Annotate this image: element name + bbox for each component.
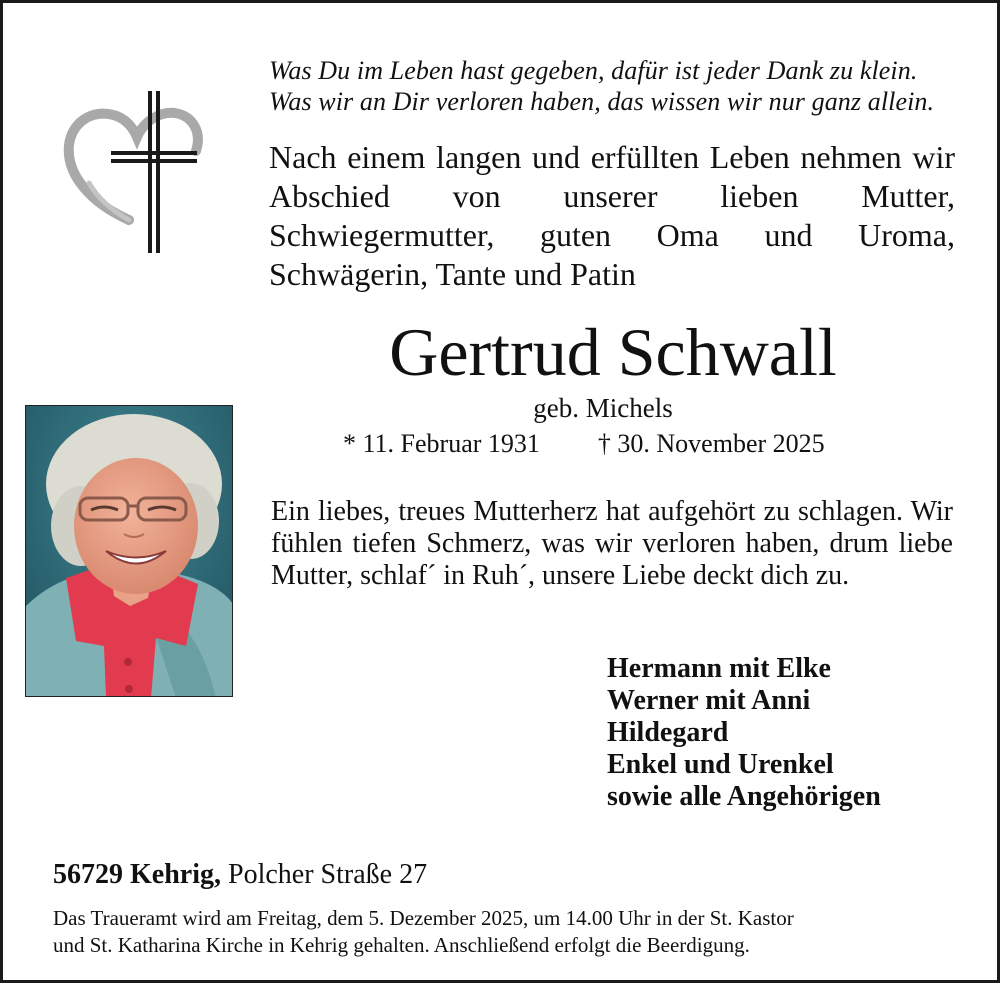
address <box>53 858 653 892</box>
family-member: Enkel und Urenkel <box>607 749 834 780</box>
family-member: sowie alle Angehörigen <box>607 781 881 812</box>
death-date: † 30. November 2025 <box>597 429 825 458</box>
poem-text: Ein liebes, treues Mutterherz hat aufgehört zu schlagen. Wir fühlen tiefen Schmerz, was wir verloren haben, drum liebe Mutter, schlaf´ in Ruh´, unsere Liebe deckt dich zu. <box>271 496 953 591</box>
motto-line-2: Was wir an Dir verloren haben, das wissen wir nur ganz allein. <box>269 87 935 116</box>
maiden-name: geb. Michels <box>533 393 673 423</box>
family-member: Werner mit Anni <box>607 685 811 716</box>
motto-line-1: Was Du im Leben hast gegeben, dafür ist jeder Dank zu klein. <box>269 56 918 85</box>
address-place: 56729 Kehrig, <box>53 859 221 890</box>
birth-date: * 11. Februar 1931 <box>343 429 540 458</box>
heart-cross-icon <box>61 85 206 260</box>
deceased-name: Gertrud Schwall <box>389 314 837 390</box>
motto-verse <box>269 55 969 117</box>
service-line-2: und St. Katharina Kirche in Kehrig gehalten. Anschließend erfolgt die Beerdigung. <box>53 933 750 957</box>
portrait-photo <box>25 405 233 697</box>
intro-text: Nach einem langen und erfüllten Leben nehmen wir Abschied von unserer lieben Mutter, Schwiegermutter, guten Oma und Uroma, Schwägerin, Tante und Patin <box>269 139 955 292</box>
life-dates <box>343 428 883 460</box>
service-line-1: Das Traueramt wird am Freitag, dem 5. Dezember 2025, um 14.00 Uhr in der St. Kastor <box>53 906 794 930</box>
address-street: Polcher Straße 27 <box>228 859 428 890</box>
family-member: Hildegard <box>607 717 729 748</box>
family-member: Hermann mit Elke <box>607 653 831 684</box>
service-info <box>53 905 963 959</box>
family-list <box>607 653 947 813</box>
